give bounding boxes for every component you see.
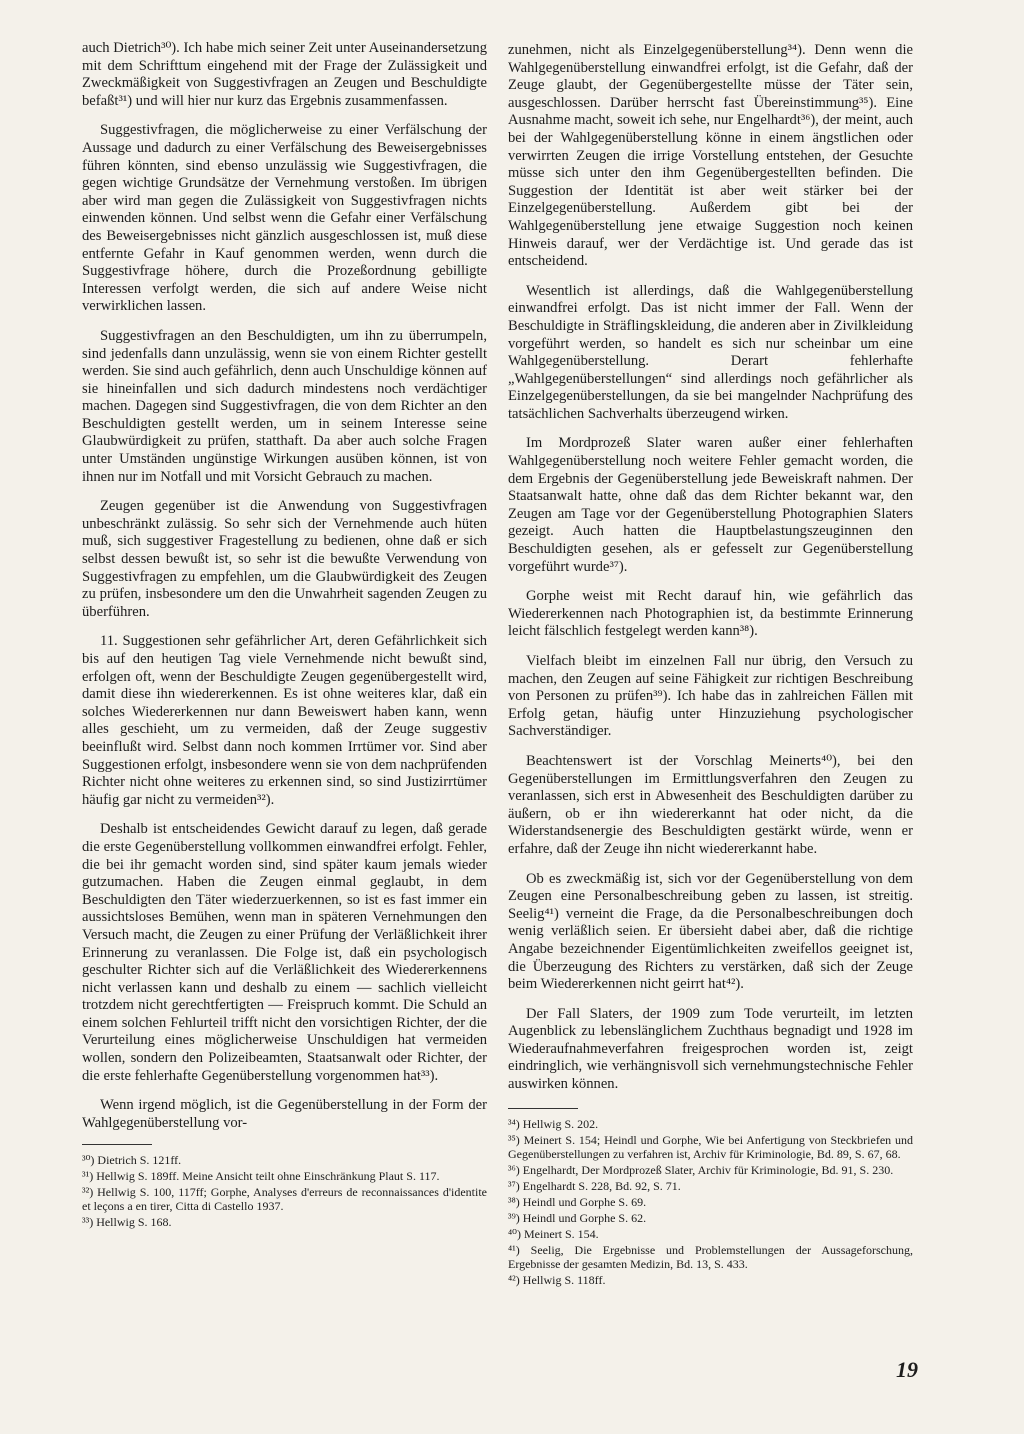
- footnote: ³⁶) Engelhardt, Der Mordprozeß Slater, Archiv für Kriminologie, Bd. 91, S. 230.: [508, 1162, 894, 1177]
- footnote: ³⁵) Meinert S. 154; Heindl und Gorphe, Wie bei Anfertigung von Steckbriefen und Gegenüberstellungen zu verfahren ist, Archiv für Kriminologie, Bd. 89, S. 67, 68.: [508, 1132, 913, 1161]
- paragraph: 11. Suggestionen sehr gefährlicher Art, deren Gefährlichkeit sich bis auf den heutigen Tag viele Vernehmende nicht bewußt sind, erfolgen oft, wenn der Beschuldigte Zeugen gegenübergestellt wird, damit diese ihn wiedererkennen. Es ist ohne weiteres klar, daß ein solches Wiedererkennen nur dann Beweiswert haben kann, wenn alles geschieht, um zu vermeiden, daß der Zeuge suggestiv beeinflußt wird. Selbst dann noch kommen Irrtümer vor. Sind aber Suggestionen erfolgt, insbesondere wenn sie von dem nachprüfenden Richter nicht ohne weiteres zu erkennen sind, so sind Justizirrtümer häufig gar nicht zu vermeiden³²).: [82, 633, 487, 808]
- paragraph: Wenn irgend möglich, ist die Gegenüberstellung in der Form der Wahlgegenüberstellung vor-: [82, 1097, 487, 1131]
- paragraph: Suggestivfragen an den Beschuldigten, um ihn zu überrumpeln, sind jedenfalls dann unzulässig, wenn sie von einem Richter gestellt werden. Sie sind auch gefährlich, denn auch Unschuldige können auf sie hineinfallen und sich dadurch mindestens noch verdächtiger machen. Dagegen sind Suggestivfragen, die von dem Richter an den Beschuldigten gestellt werden, um in seinem Interesse seine Glaubwürdigkeit zu prüfen, statthaft. Da aber auch solche Fragen unter Umständen ungünstige Wirkungen ausüben können, ist von ihnen nur im Notfall und mit Vorsicht Gebrauch zu machen.: [82, 327, 487, 485]
- paragraph: Suggestivfragen, die möglicherweise zu einer Verfälschung der Aussage und dadurch zu einer Verfälschung des Beweisergebnisses führen könnten, sind ebenso unzulässig wie Suggestivfragen, die gegen wichtige Grundsätze der Vernehmung verstoßen. Im übrigen aber wird man gegen die Zulässigkeit von Suggestivfragen nichts einwenden können. Und selbst wenn die Gefahr einer Verfälschung des Beweisergebnisses nicht gänzlich ausgeschlossen ist, muß diese entfernte Gefahr in Kauf genommen werden, wenn durch die Suggestivfrage höhere, durch die Prozeßordnung gebilligte Interessen verfolgt werden, die sich auf andere Weise nicht verwirklichen lassen.: [82, 122, 487, 315]
- footnote: ³⁸) Heindl und Gorphe S. 69.: [508, 1194, 647, 1209]
- paragraph: Beachtenswert ist der Vorschlag Meinerts⁴⁰), bei den Gegenüberstellungen im Ermittlungsverfahren den Zeugen zu veranlassen, sich erst in Abwesenheit des Beschuldigten darüber zu äußern, ob er ihn wiedererkannt hat oder nicht, da die Widerstandsenergie des Beschuldigten gestärkt würde, wenn er erfahre, daß der Zeuge ihn nicht wiedererkannt habe.: [508, 752, 913, 857]
- paragraph: Der Fall Slaters, der 1909 zum Tode verurteilt, im letzten Augenblick zu lebenslänglichem Zuchthaus begnadigt und 1928 im Wiederaufnahmeverfahren freigesprochen worden ist, zeigt eindringlich, wie verhängnisvoll sich vernehmungstechnische Fehler auswirken können.: [508, 1005, 913, 1093]
- footnote: ³³) Hellwig S. 168.: [82, 1215, 172, 1230]
- paragraph: Im Mordprozeß Slater waren außer einer fehlerhaften Wahlgegenüberstellung noch weitere Fehler gemacht worden, die dem Ergebnis der Gegenüberstellung jede Beweiskraft nahmen. Der Staatsanwalt hatte, ohne daß das dem Richter bekannt war, den Zeugen am Tage vor der Gegenüberstellung Photographien Slaters gezeigt. Auch hatten die Hauptbelastungszeuginnen den Beschuldigten gesehen, als er gefesselt zur Gegenüberstellung vorgeführt wurde³⁷).: [508, 435, 913, 575]
- footnote: ³⁹) Heindl und Gorphe S. 62.: [508, 1210, 647, 1225]
- left-column: [82, 40, 487, 1231]
- footnote: ³⁴) Hellwig S. 202.: [508, 1116, 599, 1131]
- paragraph: auch Dietrich³⁰). Ich habe mich seiner Zeit unter Auseinandersetzung mit dem Schrifttum eingehend mit der Frage der Zulässigkeit und Zweckmäßigkeit von Suggestivfragen an Zeugen und Beschuldigte befaßt³¹) und will hier nur kurz das Ergebnis zusammenfassen.: [82, 40, 487, 109]
- footnote: ³²) Hellwig S. 100, 117ff; Gorphe, Analyses d'erreurs de reconnaissances d'identite et leçons a en tirer, Citta di Castello 1937.: [82, 1185, 487, 1214]
- paragraph: Wesentlich ist allerdings, daß die Wahlgegenüberstellung einwandfrei erfolgt. Das ist nicht immer der Fall. Wenn der Beschuldigte in Sträflingskleidung, die anderen aber in Zivilkleidung vorgeführt werden, so handelt es sich nur scheinbar um eine Wahlgegenüberstellung. Derart fehlerhafte „Wahlgegenüberstellungen“ sind allerdings noch gefährlicher als Einzelgegenüberstellungen, da sie bei mangelnder Nachprüfung des tatsächlichen Sachverhalts überzeugend wirken.: [508, 282, 913, 422]
- paragraph: Vielfach bleibt im einzelnen Fall nur übrig, den Versuch zu machen, den Zeugen auf seine Fähigkeit zur richtigen Beschreibung von Personen zu prüfen³⁹). Ich habe das in zahlreichen Fällen mit Erfolg getan, häufig unter Hinzuziehung psychologischer Sachverständiger.: [508, 653, 913, 740]
- paragraph: zunehmen, nicht als Einzelgegenüberstellung³⁴). Denn wenn die Wahlgegenüberstellung einwandfrei erfolgt, ist die Gefahr, daß der Zeuge glaubt, der Gegenübergestellte müsse der Täter sein, ausgeschlossen. Darüber herrscht fast Übereinstimmung³⁵). Eine Ausnahme macht, soweit ich sehe, nur Engelhardt³⁶), der meint, auch bei der Wahlgegenüberstellung könne in einem ängstlichen oder verwirrten Zeugen die irrige Vorstellung entstehen, der Gesuchte müsse sich unter den ihm Gegenübergestellten befinden. Die Suggestion der Identität ist aber weit stärker bei der Einzelgegenüberstellung. Außerdem gibt bei der Wahlgegenüberstellung jene etwaige Suggestion noch keinen Hinweis darauf, wer der Verdächtige ist. Und gerade das ist entscheidend.: [508, 42, 913, 270]
- paragraph: Ob es zweckmäßig ist, sich vor der Gegenüberstellung von dem Zeugen eine Personalbeschreibung geben zu lassen, ist streitig. Seelig⁴¹) verneint die Frage, da die Personalbeschreibungen doch wenig verläßlich seien. Er übersieht dabei aber, daß die richtige Angabe bezeichnender Eigentümlichkeiten zweifellos geeignet ist, die Überzeugung des Richters zu verstärken, daß sich der Zeuge beim Wiedererkennen nicht geirrt hat⁴²).: [508, 870, 913, 993]
- footnote: ⁴¹) Seelig, Die Ergebnisse und Problemstellungen der Aussageforschung, Ergebnisse der gesamten Medizin, Bd. 13, S. 433.: [508, 1242, 913, 1271]
- footnote: ³⁷) Engelhardt S. 228, Bd. 92, S. 71.: [508, 1178, 681, 1193]
- footnote-divider: [508, 1108, 578, 1109]
- footnote: ⁴²) Hellwig S. 118ff.: [508, 1272, 606, 1287]
- footnote-divider: [82, 1144, 152, 1145]
- paragraph: Gorphe weist mit Recht darauf hin, wie gefährlich das Wiedererkennen nach Photographien ist, da bestimmte Erinnerung leicht fälschlich festgelegt werden kann³⁸).: [508, 588, 913, 640]
- footnote: ³⁰) Dietrich S. 121ff.: [82, 1153, 182, 1168]
- footnote: ³¹) Hellwig S. 189ff. Meine Ansicht teilt ohne Einschränkung Plaut S. 117.: [82, 1169, 440, 1184]
- paragraph: Deshalb ist entscheidendes Gewicht darauf zu legen, daß gerade die erste Gegenüberstellung vollkommen einwandfrei erfolgt. Fehler, die bei ihr gemacht worden sind, sind später kaum jemals wieder gutzumachen. Haben die Zeugen einmal geglaubt, in dem Beschuldigten den Täter wiederzuerkennen, so ist es fast immer ein aussichtsloses Bemühen, wenn man in späteren Vernehmungen den Versuch macht, die Zeugen zu einer Prüfung der Verläßlichkeit ihrer Erinnerung zu veranlassen. Die Folge ist, daß ein psychologisch geschulter Richter sich auf die Verläßlichkeit des Wiedererkennens nicht verlassen kann und deshalb zu einem — sachlich vielleicht trotzdem nicht gerechtfertigten — Freispruch kommt. Die Schuld an einem solchen Fehlurteil trifft nicht den vorsichtigen Richter, der die Verurteilung eines möglicherweise Unschuldigen hat vermeiden wollen, sondern den Polizeibeamten, Staatsanwalt oder Richter, der die erste fehlerhafte Gegenüberstellung vorgenommen hat³³).: [82, 821, 487, 1084]
- footnote: ⁴⁰) Meinert S. 154.: [508, 1226, 599, 1241]
- page-number: 19: [896, 1357, 918, 1382]
- paragraph: Zeugen gegenüber ist die Anwendung von Suggestivfragen unbeschränkt zulässig. So sehr sich der Vernehmende auch hüten muß, sich suggestiver Fragestellung zu bedienen, ohne daß er sich selbst dessen bewußt ist, so sehr ist die bewußte Verwendung von Suggestivfragen zu empfehlen, um die Glaubwürdigkeit des Zeugen zu prüfen, insbesondere um den die Unwahrheit sagenden Zeugen zu überführen.: [82, 498, 487, 620]
- right-column: [508, 42, 913, 1289]
